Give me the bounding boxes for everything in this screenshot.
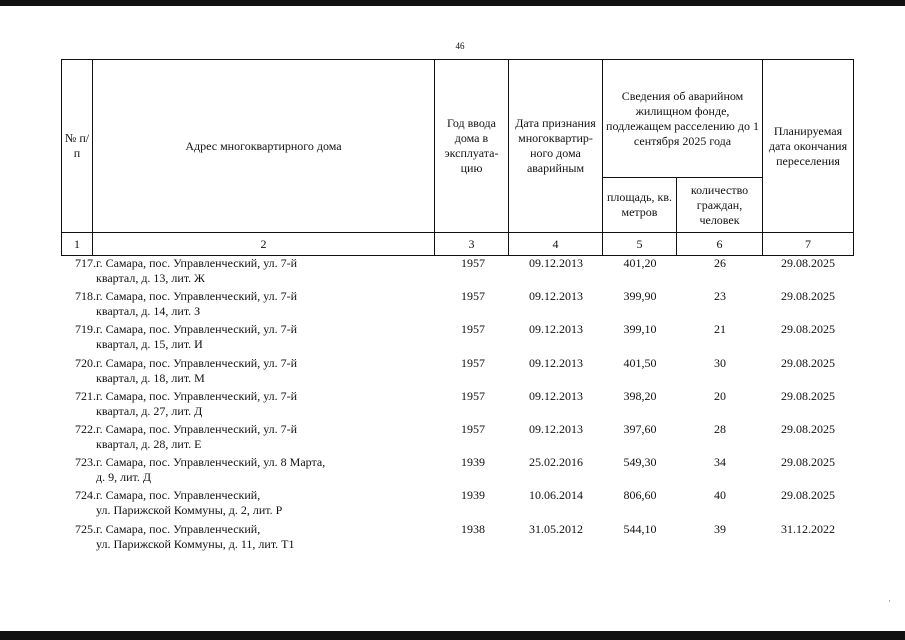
- header-number: № п/п: [62, 60, 93, 233]
- table-body: [61, 256, 853, 555]
- table-row: [61, 289, 853, 322]
- row-area: 399,10: [623, 322, 657, 337]
- col-number-1: 1: [62, 233, 93, 256]
- row-year: 1939: [461, 455, 485, 470]
- row-end-date: 29.08.2025: [781, 388, 835, 403]
- header-year: Год ввода дома в эксплуата-цию: [435, 60, 509, 233]
- row-number: 719.: [75, 322, 96, 337]
- table-row: [61, 256, 853, 289]
- row-area: 399,90: [623, 289, 657, 304]
- row-year: 1957: [461, 421, 485, 436]
- page-number: 46: [455, 41, 465, 51]
- row-end-date: 29.08.2025: [781, 455, 835, 470]
- header-recognition-date: Дата признания многоквартир-ного дома аварийным: [509, 60, 603, 233]
- row-address: г. Самара, пос. Управленческий, ул. 8 Марта, д. 9, лит. Д: [96, 455, 326, 485]
- row-number: 718.: [75, 289, 96, 304]
- scan-speck: ·: [888, 596, 891, 606]
- table-row: [61, 488, 853, 521]
- table-row: [61, 356, 853, 389]
- col-number-2: 2: [93, 233, 435, 256]
- table-row: [61, 322, 853, 355]
- row-people: 20: [714, 388, 726, 403]
- row-number: 717.: [75, 256, 96, 270]
- row-number: 725.: [75, 521, 96, 536]
- row-address: г. Самара, пос. Управленческий, ул. 7-й квартал, д. 13, лит. Ж: [96, 256, 298, 285]
- row-area: 544,10: [623, 521, 657, 536]
- row-address: г. Самара, пос. Управленческий, ул. 7-й квартал, д. 28, лит. Е: [96, 421, 298, 451]
- row-people: 28: [714, 421, 726, 436]
- table-row: [61, 389, 853, 422]
- col-number-4: 4: [509, 233, 603, 256]
- row-people: 40: [714, 488, 726, 503]
- row-number: 723.: [75, 455, 96, 470]
- row-area: 398,20: [623, 388, 657, 403]
- table-row: [61, 522, 853, 555]
- row-end-date: 29.08.2025: [781, 421, 835, 436]
- header-people: количество граждан, человек: [677, 178, 763, 233]
- row-address: г. Самара, пос. Управленческий, ул. Парижской Коммуны, д. 2, лит. Р: [96, 488, 283, 518]
- col-number-6: 6: [677, 233, 763, 256]
- row-people: 34: [714, 455, 726, 470]
- bottom-border-bar: [0, 631, 905, 640]
- row-area: 397,60: [623, 421, 657, 436]
- row-end-date: 31.12.2022: [781, 521, 835, 536]
- top-border-bar: [0, 0, 905, 6]
- row-year: 1939: [461, 488, 485, 503]
- row-address: г. Самара, пос. Управленческий, ул. 7-й квартал, д. 15, лит. И: [96, 322, 298, 352]
- row-end-date: 29.08.2025: [781, 355, 835, 370]
- table-row: [61, 422, 853, 455]
- row-address: г. Самара, пос. Управленческий, ул. 7-й квартал, д. 18, лит. М: [96, 355, 298, 385]
- row-date: 25.02.2016: [529, 455, 583, 470]
- row-date: 09.12.2013: [529, 388, 583, 403]
- row-number: 720.: [75, 355, 96, 370]
- row-date: 09.12.2013: [529, 256, 583, 270]
- row-year: 1957: [461, 355, 485, 370]
- header-planned-end: Планируемая дата окончания переселения: [763, 60, 854, 233]
- row-area: 806,60: [623, 488, 657, 503]
- row-people: 23: [714, 289, 726, 304]
- row-date: 09.12.2013: [529, 289, 583, 304]
- table-header: [61, 59, 854, 256]
- row-people: 30: [714, 355, 726, 370]
- row-address: г. Самара, пос. Управленческий, ул. Парижской Коммуны, д. 11, лит. Т1: [96, 521, 295, 551]
- row-area: 401,20: [623, 256, 657, 270]
- row-year: 1957: [461, 289, 485, 304]
- row-people: 39: [714, 521, 726, 536]
- row-number: 721.: [75, 388, 96, 403]
- row-end-date: 29.08.2025: [781, 322, 835, 337]
- row-date: 09.12.2013: [529, 355, 583, 370]
- col-number-5: 5: [603, 233, 677, 256]
- row-end-date: 29.08.2025: [781, 256, 835, 270]
- row-area: 401,50: [623, 355, 657, 370]
- row-date: 31.05.2012: [529, 521, 583, 536]
- row-address: г. Самара, пос. Управленческий, ул. 7-й квартал, д. 14, лит. З: [96, 289, 298, 319]
- row-date: 09.12.2013: [529, 421, 583, 436]
- row-people: 21: [714, 322, 726, 337]
- row-number: 722.: [75, 421, 96, 436]
- row-address: г. Самара, пос. Управленческий, ул. 7-й квартал, д. 27, лит. Д: [96, 388, 298, 418]
- col-number-3: 3: [435, 233, 509, 256]
- row-end-date: 29.08.2025: [781, 488, 835, 503]
- row-area: 549,30: [623, 455, 657, 470]
- col-number-7: 7: [763, 233, 854, 256]
- row-people: 26: [714, 256, 726, 270]
- row-date: 09.12.2013: [529, 322, 583, 337]
- header-group-info: Сведения об аварийном жилищном фонде, подлежащем расселению до 1 сентября 2025 года: [603, 60, 763, 178]
- row-year: 1957: [461, 388, 485, 403]
- row-year: 1938: [461, 521, 485, 536]
- row-date: 10.06.2014: [529, 488, 583, 503]
- row-year: 1957: [461, 256, 485, 270]
- row-year: 1957: [461, 322, 485, 337]
- row-number: 724.: [75, 488, 96, 503]
- row-end-date: 29.08.2025: [781, 289, 835, 304]
- table-row: [61, 455, 853, 488]
- header-area: площадь, кв. метров: [603, 178, 677, 233]
- header-address: Адрес многоквартирного дома: [93, 60, 435, 233]
